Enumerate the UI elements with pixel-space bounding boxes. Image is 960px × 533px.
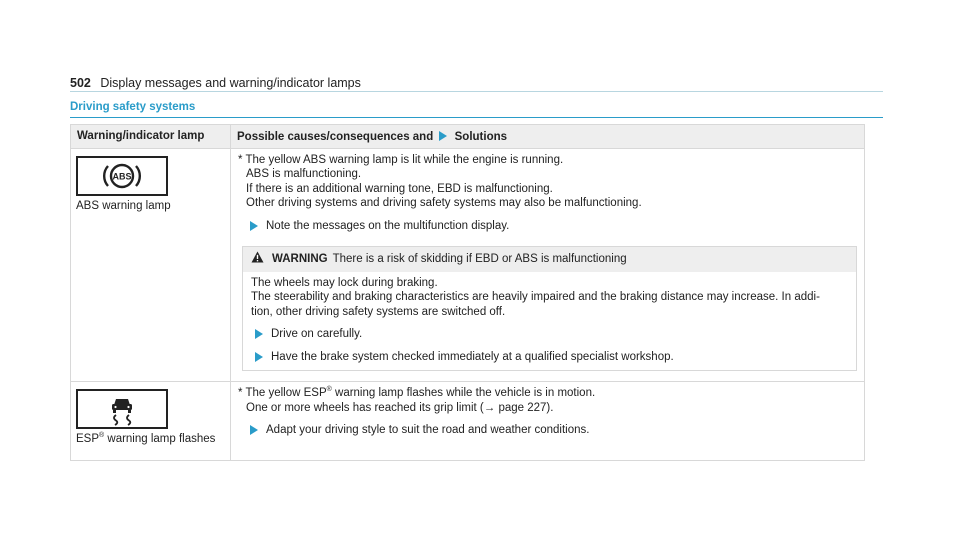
cause-text-b: warning lamp flashes while the vehicle is in motion. [331, 387, 596, 399]
solution-step-text: Adapt your driving style to suit the road and weather conditions. [266, 424, 590, 436]
lamp-label: ABS warning lamp [76, 199, 171, 212]
page-number: 502 [70, 76, 91, 90]
warning-title-text: There is a risk of skidding if EBD or ABS is malfunctioning [332, 253, 627, 265]
solution-step [238, 219, 857, 234]
solution-step [238, 423, 857, 438]
cause-text: ABS is malfunctioning. [246, 168, 362, 180]
col2-header-text: Possible causes/consequences and [237, 131, 434, 143]
lamp-cell [71, 149, 231, 382]
warning-step-text: Drive on carefully. [271, 328, 363, 340]
warning-step [251, 327, 848, 342]
col2-header-solutions: Solutions [454, 131, 508, 143]
warning-text: tion, other driving safety systems are switched off. [251, 305, 506, 318]
warning-text: The wheels may lock during braking. [251, 276, 438, 289]
warning-step [251, 350, 848, 365]
warning-text: The steerability and braking characteristics are heavily impaired and the braking distance may increase. In addi- [251, 291, 820, 303]
running-header [70, 76, 361, 90]
arrow-right-icon [255, 352, 263, 362]
table-row [71, 149, 864, 383]
svg-text:ABS: ABS [112, 171, 132, 181]
header-divider [70, 91, 883, 92]
cause-text: Other driving systems and driving safety systems may also be malfunctioning. [246, 197, 642, 209]
arrow-right-icon [250, 425, 258, 435]
lamp-table [70, 124, 865, 461]
lamp-label-esp: ESP [76, 433, 100, 445]
cause-text: If there is an additional warning tone, EBD is malfunctioning. [246, 182, 553, 195]
registered-mark: ® [326, 386, 332, 394]
arrow-right-icon [255, 329, 263, 339]
col1-header: Warning/indicator lamp [71, 125, 231, 148]
solution-cell [231, 149, 864, 382]
warning-body [243, 272, 856, 371]
solution-step-text: Note the messages on the multifunction display. [266, 219, 510, 232]
running-header-title: Display messages and warning/indicator lamps [100, 76, 361, 90]
lamp-cell [71, 382, 231, 460]
warning-title: WARNING [272, 253, 328, 265]
cause-text-a: * The yellow ESP [238, 387, 327, 399]
arrow-right-icon [439, 131, 447, 141]
table-row [71, 382, 864, 460]
col2-header [231, 125, 864, 148]
arrow-right-icon [250, 221, 258, 231]
lamp-label-rest: warning lamp flashes [104, 433, 216, 445]
solution-cell [231, 382, 864, 460]
cause-text: * The yellow ABS warning lamp is lit while the engine is running. [238, 153, 564, 166]
table-header-row [71, 125, 864, 149]
esp-icon [76, 389, 168, 429]
section-divider [70, 117, 883, 118]
cause-text [238, 386, 857, 401]
warning-header [243, 247, 856, 272]
cause-text: One or more wheels has reached its grip limit (→ page 227). [246, 401, 554, 414]
warning-box [242, 246, 857, 371]
section-title: Driving safety systems [70, 101, 196, 113]
abs-icon [76, 156, 168, 196]
registered-mark: ® [99, 432, 105, 440]
warning-step-text: Have the brake system checked immediately at a qualified specialist workshop. [271, 350, 674, 363]
lamp-label [76, 433, 225, 445]
warning-triangle-icon [251, 251, 264, 268]
